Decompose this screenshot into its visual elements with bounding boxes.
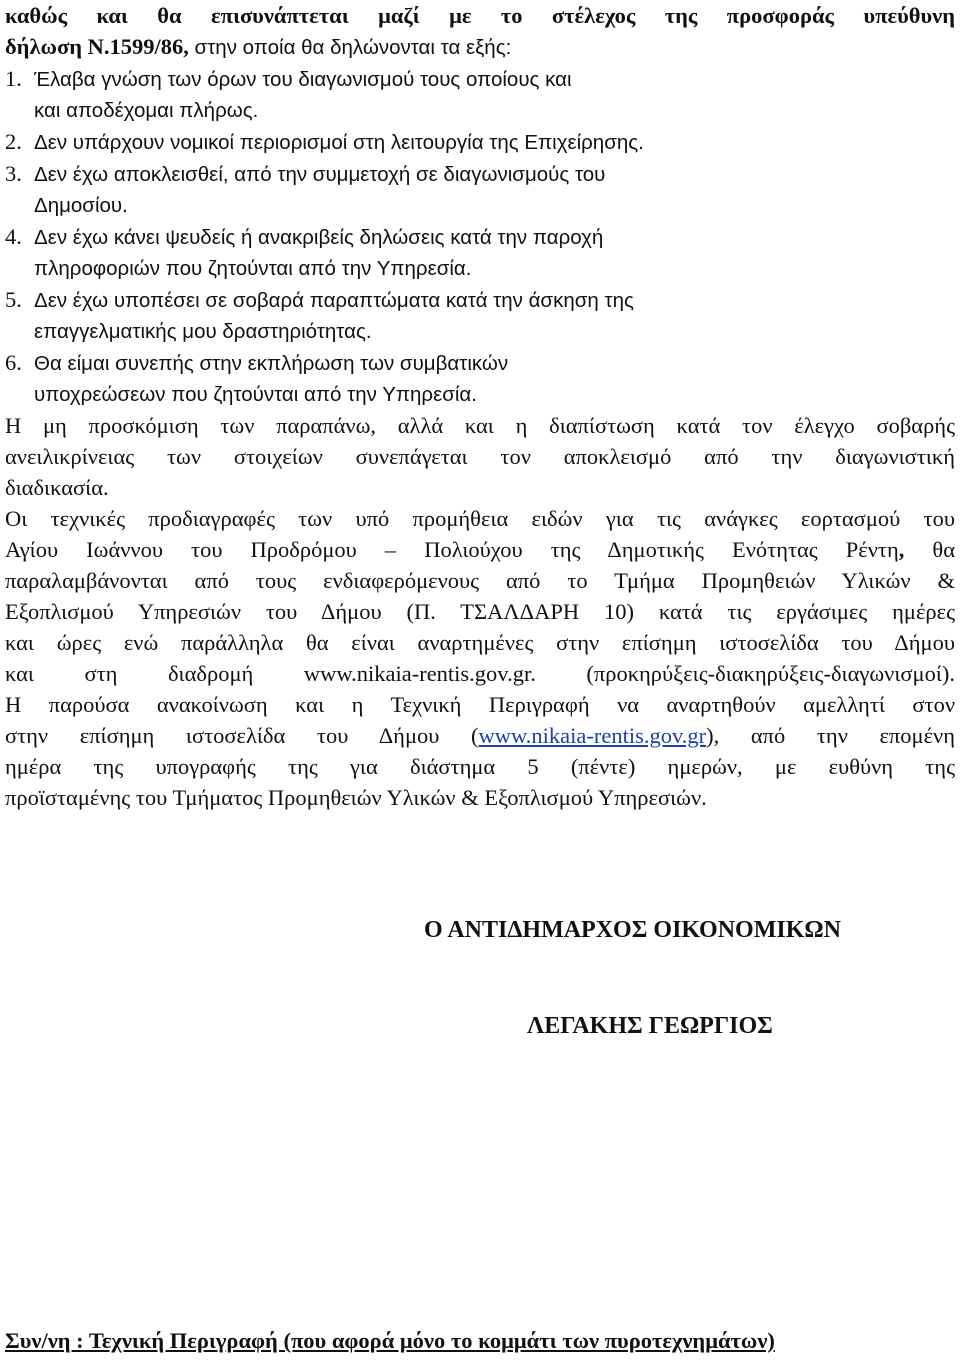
list-item-1: 1. Έλαβα γνώση των όρων του διαγωνισμού τους οποίους και [5,66,572,91]
paragraph-line: στην επίσημη ιστοσελίδα του Δήμου (www.nikaia-rentis.gov.gr), από την επομένη [5,723,955,748]
list-item-3-cont: Δημοσίου. [34,194,128,217]
paragraph-exclusion [5,410,955,503]
paragraph-line: Εξοπλισμού Υπηρεσιών του Δήμου (Π. ΤΣΑΛΔΑΡΗ 10) κατά τις εργάσιμες ημέρες [5,599,955,624]
list-item-4-cont: πληροφοριών που ζητούνται από την Υπηρεσία. [34,257,472,280]
paragraph-line: διαδικασία. [5,475,109,500]
paragraph-line: Οι τεχνικές προδιαγραφές των υπό προμήθεια ειδών για τις ανάγκες εορτασμού του [5,506,955,531]
document-page [5,0,955,813]
list-item-3: 3. Δεν έχω αποκλεισθεί, από την συμμετοχή σε διαγωνισμούς του [5,161,606,186]
paragraph-line: και ώρες ενώ παράλληλα θα είναι αναρτημένες στην επίσημη ιστοσελίδα του Δήμου [5,630,955,655]
paragraph-line: Η μη προσκόμιση των παραπάνω, αλλά και η διαπίστωση κατά τον έλεγχο σοβαρής [5,413,955,438]
paragraph-line: παραλαμβάνονται από τους ενδιαφερόμενους από το Τμήμα Προμηθειών Υλικών & [5,568,955,593]
website-link[interactable]: www.nikaia-rentis.gov.gr [478,723,707,748]
signature-title: Ο ΑΝΤΙΔΗΜΑΡΧΟΣ ΟΙΚΟΝΟΜΙΚΩΝ [424,917,841,943]
intro-line-2: δήλωση Ν.1599/86, στην οποία θα δηλώνονται τα εξής: [5,34,512,59]
intro-line-1: καθώς και θα επισυνάπτεται μαζί με το στέλεχος της προσφοράς υπεύθυνη [5,3,955,28]
signature-name: ΛΕΓΑΚΗΣ ΓΕΩΡΓΙΟΣ [527,1013,773,1039]
attachment-note: Συν/νη : Τεχνική Περιγραφή (που αφορά μόνο το κομμάτι των πυροτεχνημάτων) [5,1328,775,1353]
paragraph-line: Αγίου Ιωάννου του Προδρόμου – Πολιούχου της Δημοτικής Ενότητας Ρέντη, θα [5,537,955,562]
list-item-6-cont: υποχρεώσεων που ζητούνται από την Υπηρεσία. [34,383,477,406]
list-item-6: 6. Θα είμαι συνεπής στην εκπλήρωση των συμβατικών [5,350,509,375]
list-item-5: 5. Δεν έχω υποπέσει σε σοβαρά παραπτώματα κατά την άσκηση της [5,287,634,312]
paragraph-line: ημέρα της υπογραφής της για διάστημα 5 (πέντε) ημερών, με ευθύνη της [5,754,955,779]
list-item-1-cont: και αποδέχομαι πλήρως. [34,99,259,122]
paragraph-line: προϊσταμένης του Τμήματος Προμηθειών Υλικών & Εξοπλισμού Υπηρεσιών. [5,785,707,810]
paragraph-line: Η παρούσα ανακοίνωση και η Τεχνική Περιγραφή να αναρτηθούν αμελλητί στον [5,692,955,717]
declaration-list [5,63,955,410]
paragraph-specifications [5,503,955,689]
list-item-2: 2. Δεν υπάρχουν νομικοί περιορισμοί στη λειτουργία της Επιχείρησης. [5,129,644,154]
list-item-5-cont: επαγγελματικής μου δραστηριότητας. [34,320,372,343]
paragraph-line: και στη διαδρομή www.nikaia-rentis.gov.gr. (προκηρύξεις-διακηρύξεις-διαγωνισμοί). [5,661,955,686]
paragraph-line: ανειλικρίνειας των στοιχείων συνεπάγεται τον αποκλεισμό από την διαγωνιστική [5,444,955,469]
paragraph-announcement [5,689,955,813]
list-item-4: 4. Δεν έχω κάνει ψευδείς ή ανακριβείς δηλώσεις κατά την παροχή [5,224,604,249]
